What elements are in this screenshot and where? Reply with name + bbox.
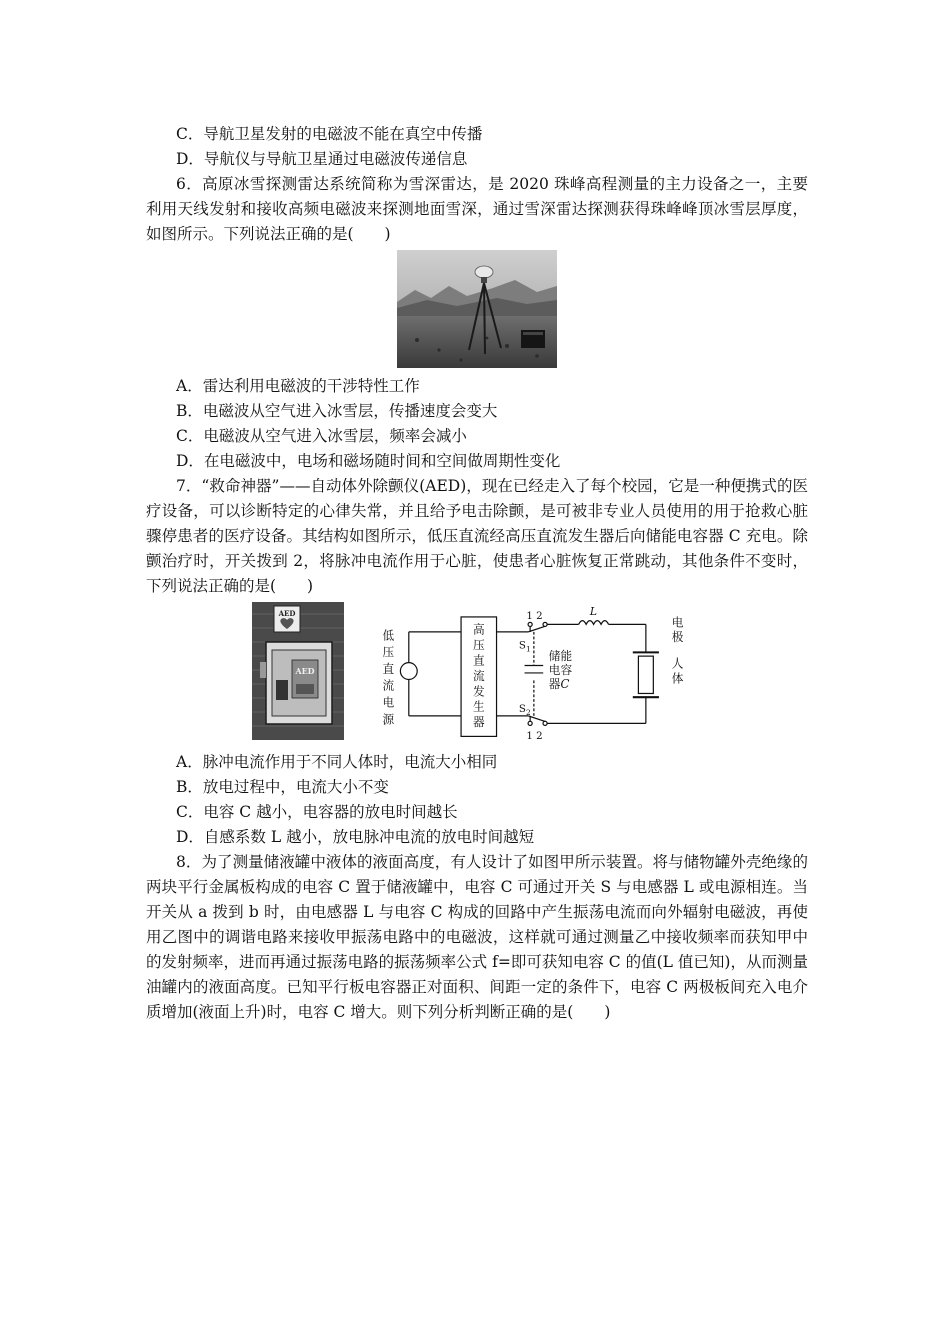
q7-option-a: A．脉冲电流作用于不同人体时，电流大小相同 (176, 753, 498, 771)
q6-figure (146, 250, 808, 368)
q6-stem: 6．高原冰雪探测雷达系统简称为雪深雷达，是 2020 珠峰高程测量的主力设备之一，主要利用天线发射和接收高频电磁波来探测地面雪深，通过雪深雷达探测获得珠峰峰顶冰雪层厚度，如图所示。下列说法正确的是( ) (146, 175, 808, 243)
aed-sign-text: AED (278, 609, 296, 618)
switch-top-positions: 1 2 (526, 609, 543, 622)
body-label: 人体 (671, 656, 684, 686)
q6-option-b: B．电磁波从空气进入冰雪层，传播速度会变大 (176, 402, 498, 420)
snow-radar-photo (397, 250, 557, 368)
switch-bottom-positions: 1 2 (526, 730, 543, 742)
q6-option-a: A．雷达利用电磁波的干涉特性工作 (176, 377, 420, 395)
switch-s1-label: $S_1$ (518, 639, 531, 654)
document-page (146, 122, 808, 1025)
capacitor-label: 储能电容器C (548, 648, 573, 691)
q8-stem: 8．为了测量储液罐中液体的液面高度，有人设计了如图甲所示装置。将与储物罐外壳绝缘的两块平行金属板构成的电容 C 置于储液罐中，电容 C 可通过开关 S 与电感器 L 或电源相连。当开关从 a 拨到 b 时，由电感器 L 与电容 C 构成的回路中产生振荡电流而向外辐射电磁波，再使用乙图中的调谐电路来接收甲振荡电路中的电磁波，这样就可通过测量乙中接收频率而获知甲中的发射频率，进而再通过振荡电路的振荡频率公式 f=即可获知电容 C 的值(L 值已知)，从而测量油罐内的液面高度。已知平行板电容器正对面积、间距一定的条件下，电容 C 两极板间充入电介质增加(液面上升)时，电容 C 增大。则下列分析判断正确的是( ) (146, 853, 808, 1021)
q7-option-b: B．放电过程中，电流大小不变 (176, 778, 389, 796)
aed-circuit-diagram (362, 602, 702, 742)
q7-figure (146, 602, 808, 742)
q5-option-d: D．导航仪与导航卫星通过电磁波传递信息 (176, 150, 468, 168)
electrode-label: 电极 (671, 615, 684, 645)
aed-cabinet-photo (252, 602, 344, 740)
inductor-label: L (589, 605, 597, 619)
q5-option-c: C．导航卫星发射的电磁波不能在真空中传播 (176, 125, 483, 143)
q7-stem: 7．“救命神器”——自动体外除颤仪(AED)，现在已经走入了每个校园，它是一种便携式的医疗设备，可以诊断特定的心律失常，并且给予电击除颤，是可被非专业人员使用的用于抢救心脏骤停患者的医疗设备。其结构如图所示，低压直流经高压直流发生器后向储能电容器 C 充电。除颤治疗时，开关拨到 2，将脉冲电流作用于心脏，使患者心脏恢复正常跳动，其他条件不变时，下列说法正确的是( ) (146, 477, 808, 595)
q7-option-c: C．电容 C 越小，电容器的放电时间越长 (176, 803, 458, 821)
generator-label: 高压直流发生器 (472, 622, 485, 730)
source-label: 低压直流电源 (382, 628, 395, 727)
q6-option-c: C．电磁波从空气进入冰雪层，频率会减小 (176, 427, 467, 445)
q6-option-d: D．在电磁波中，电场和磁场随时间和空间做周期性变化 (176, 452, 561, 470)
aed-box-text: AED (295, 666, 315, 676)
q7-option-d: D．自感系数 L 越小，放电脉冲电流的放电时间越短 (176, 828, 535, 846)
switch-s2-label: $S_2$ (518, 703, 531, 717)
